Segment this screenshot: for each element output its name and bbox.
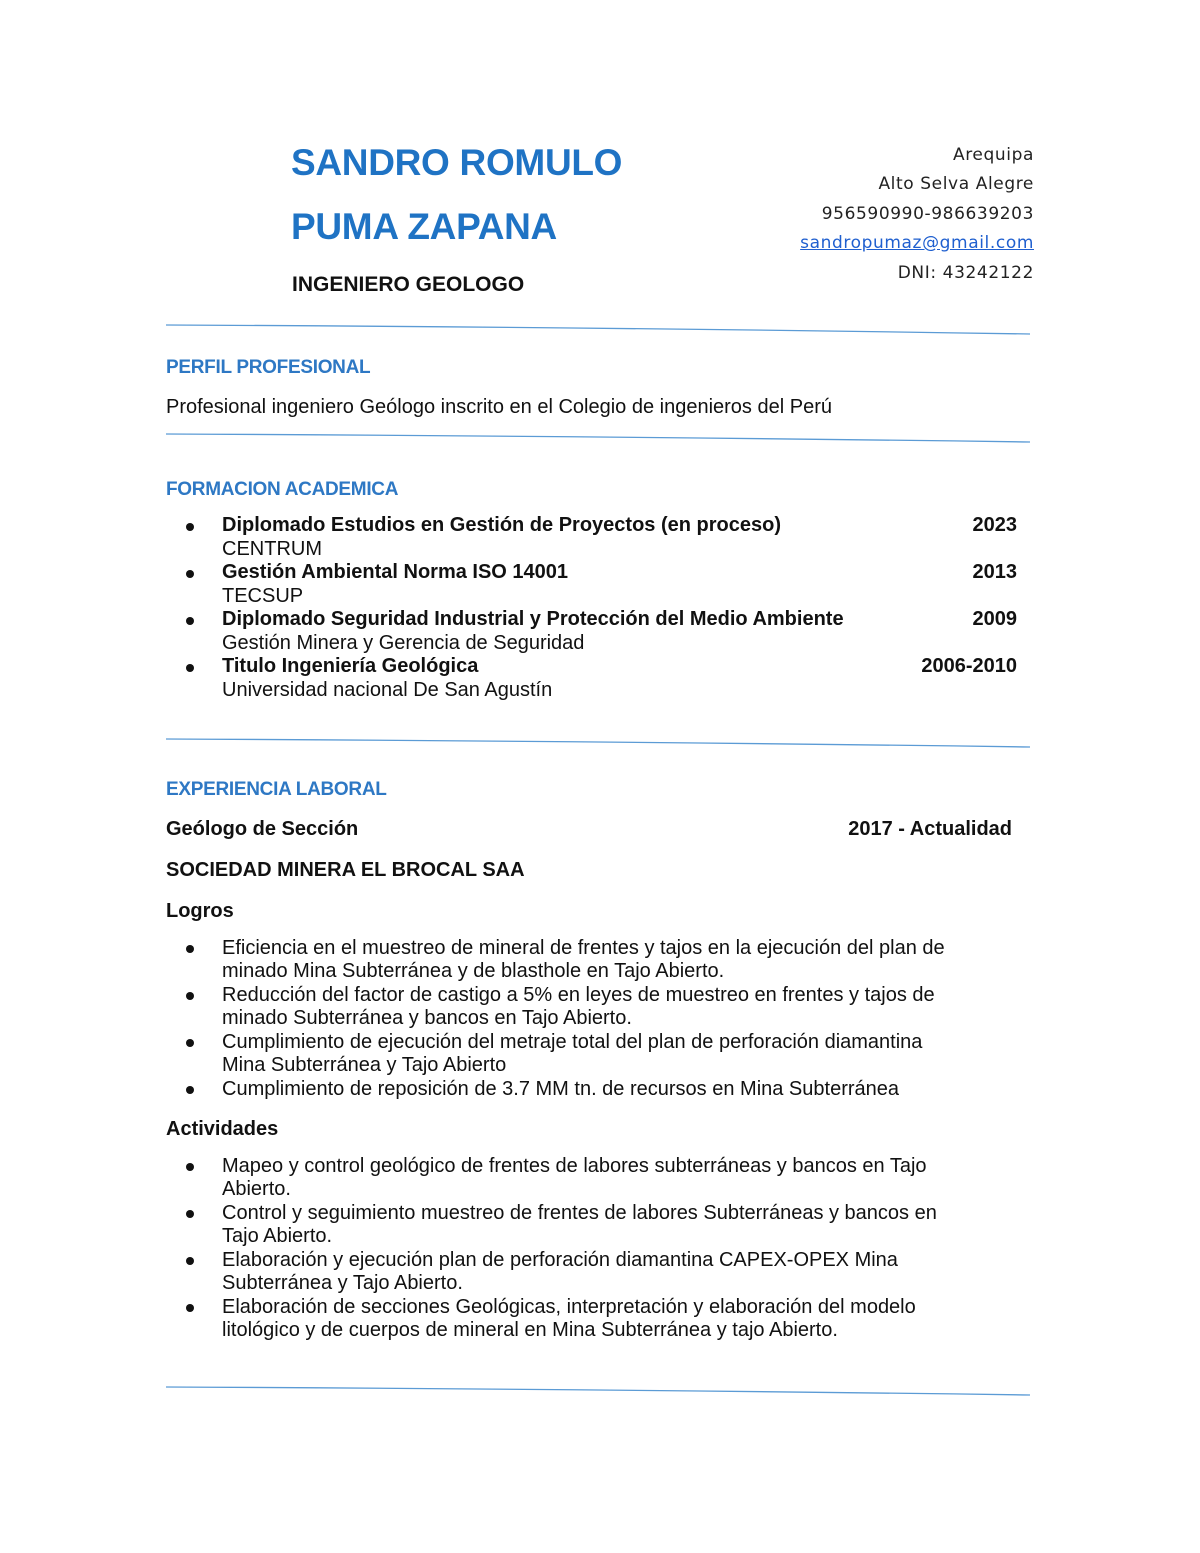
bullet-icon (186, 1039, 194, 1047)
formacion-item (166, 514, 1017, 561)
formacion-item (166, 608, 1017, 655)
list-item-line: Cumplimiento de ejecución del metraje total del plan de perforación diamantina (222, 1031, 923, 1053)
list-item-line: Tajo Abierto. (222, 1225, 333, 1247)
list-item (166, 1078, 1026, 1101)
bullet-icon (186, 1210, 194, 1218)
list-item-line: Mina Subterránea y Tajo Abierto (222, 1054, 507, 1076)
formacion-institution: TECSUP (222, 585, 304, 607)
bullet-icon (186, 1086, 194, 1094)
list-item-line: Subterránea y Tajo Abierto. (222, 1272, 463, 1294)
section-divider (166, 1385, 1030, 1391)
bullet-icon (186, 1304, 194, 1312)
company-name: SOCIEDAD MINERA EL BROCAL SAA (166, 859, 525, 881)
formacion-institution: Universidad nacional De San Agustín (222, 679, 553, 701)
section-divider (166, 323, 1030, 329)
list-item-line: Abierto. (222, 1178, 291, 1200)
list-item-line: Control y seguimiento muestreo de frentes de labores Subterráneas y bancos en (222, 1202, 937, 1224)
list-item (166, 937, 1026, 983)
formacion-year: 2006-2010 (921, 655, 1017, 677)
logros-heading: Logros (166, 900, 234, 922)
list-item-line: minado Subterránea y bancos en Tajo Abierto. (222, 1007, 632, 1029)
list-item-line: Elaboración y ejecución plan de perforación diamantina CAPEX-OPEX Mina (222, 1249, 898, 1271)
formacion-year: 2009 (972, 608, 1017, 630)
formacion-title: Titulo Ingeniería Geológica (222, 655, 479, 677)
formacion-item (166, 655, 1017, 702)
formacion-item (166, 561, 1017, 608)
formacion-title: Diplomado Seguridad Industrial y Protección del Medio Ambiente (222, 608, 844, 630)
formacion-institution: Gestión Minera y Gerencia de Seguridad (222, 632, 585, 654)
section-divider (166, 737, 1030, 743)
name-line-1: SANDRO ROMULO (291, 142, 623, 183)
formacion-title: Diplomado Estudios en Gestión de Proyectos (en proceso) (222, 514, 781, 536)
list-item-line: Eficiencia en el muestreo de mineral de frentes y tajos en la ejecución del plan de (222, 937, 945, 959)
name-line-2: PUMA ZAPANA (291, 206, 557, 247)
list-item (166, 1296, 1026, 1342)
bullet-icon (186, 570, 194, 578)
formacion-heading: FORMACION ACADEMICA (166, 479, 399, 500)
bullet-icon (186, 523, 194, 531)
list-item (166, 984, 1026, 1030)
bullet-icon (186, 664, 194, 672)
list-item (166, 1031, 1026, 1077)
list-item (166, 1202, 1026, 1248)
perfil-text: Profesional ingeniero Geólogo inscrito en el Colegio de ingenieros del Perú (166, 396, 832, 418)
job-title: INGENIERO GEOLOGO (292, 273, 525, 296)
actividades-list (166, 1155, 1026, 1343)
formacion-year: 2023 (972, 514, 1017, 536)
bullet-icon (186, 992, 194, 1000)
job-position: Geólogo de Sección (166, 818, 359, 840)
contact-dni: DNI: 43242122 (897, 263, 1034, 283)
formacion-institution: CENTRUM (222, 538, 322, 560)
contact-district: Alto Selva Alegre (878, 174, 1034, 194)
list-item-line: Cumplimiento de reposición de 3.7 MM tn. de recursos en Mina Subterránea (222, 1078, 900, 1100)
actividades-heading: Actividades (166, 1118, 279, 1140)
contact-email-link[interactable]: sandropumaz@gmail.com (800, 233, 1034, 253)
list-item-line: Mapeo y control geológico de frentes de labores subterráneas y bancos en Tajo (222, 1155, 927, 1177)
contact-city: Arequipa (952, 145, 1034, 165)
formacion-list (166, 514, 1017, 702)
formacion-title: Gestión Ambiental Norma ISO 14001 (222, 561, 569, 583)
section-divider (166, 432, 1030, 438)
logros-list (166, 937, 1026, 1102)
list-item (166, 1155, 1026, 1201)
contact-phone: 956590990-986639203 (821, 204, 1034, 224)
bullet-icon (186, 1163, 194, 1171)
bullet-icon (186, 617, 194, 625)
list-item-line: minado Mina Subterránea y de blasthole en Tajo Abierto. (222, 960, 725, 982)
list-item-line: Elaboración de secciones Geológicas, interpretación y elaboración del modelo (222, 1296, 916, 1318)
list-item (166, 1249, 1026, 1295)
bullet-icon (186, 945, 194, 953)
bullet-icon (186, 1257, 194, 1265)
job-period: 2017 - Actualidad (848, 818, 1012, 840)
experiencia-heading: EXPERIENCIA LABORAL (166, 779, 387, 800)
list-item-line: Reducción del factor de castigo a 5% en leyes de muestreo en frentes y tajos de (222, 984, 935, 1006)
formacion-year: 2013 (972, 561, 1017, 583)
perfil-heading: PERFIL PROFESIONAL (166, 357, 371, 378)
list-item-line: litológico y de cuerpos de mineral en Mina Subterránea y tajo Abierto. (222, 1319, 838, 1341)
